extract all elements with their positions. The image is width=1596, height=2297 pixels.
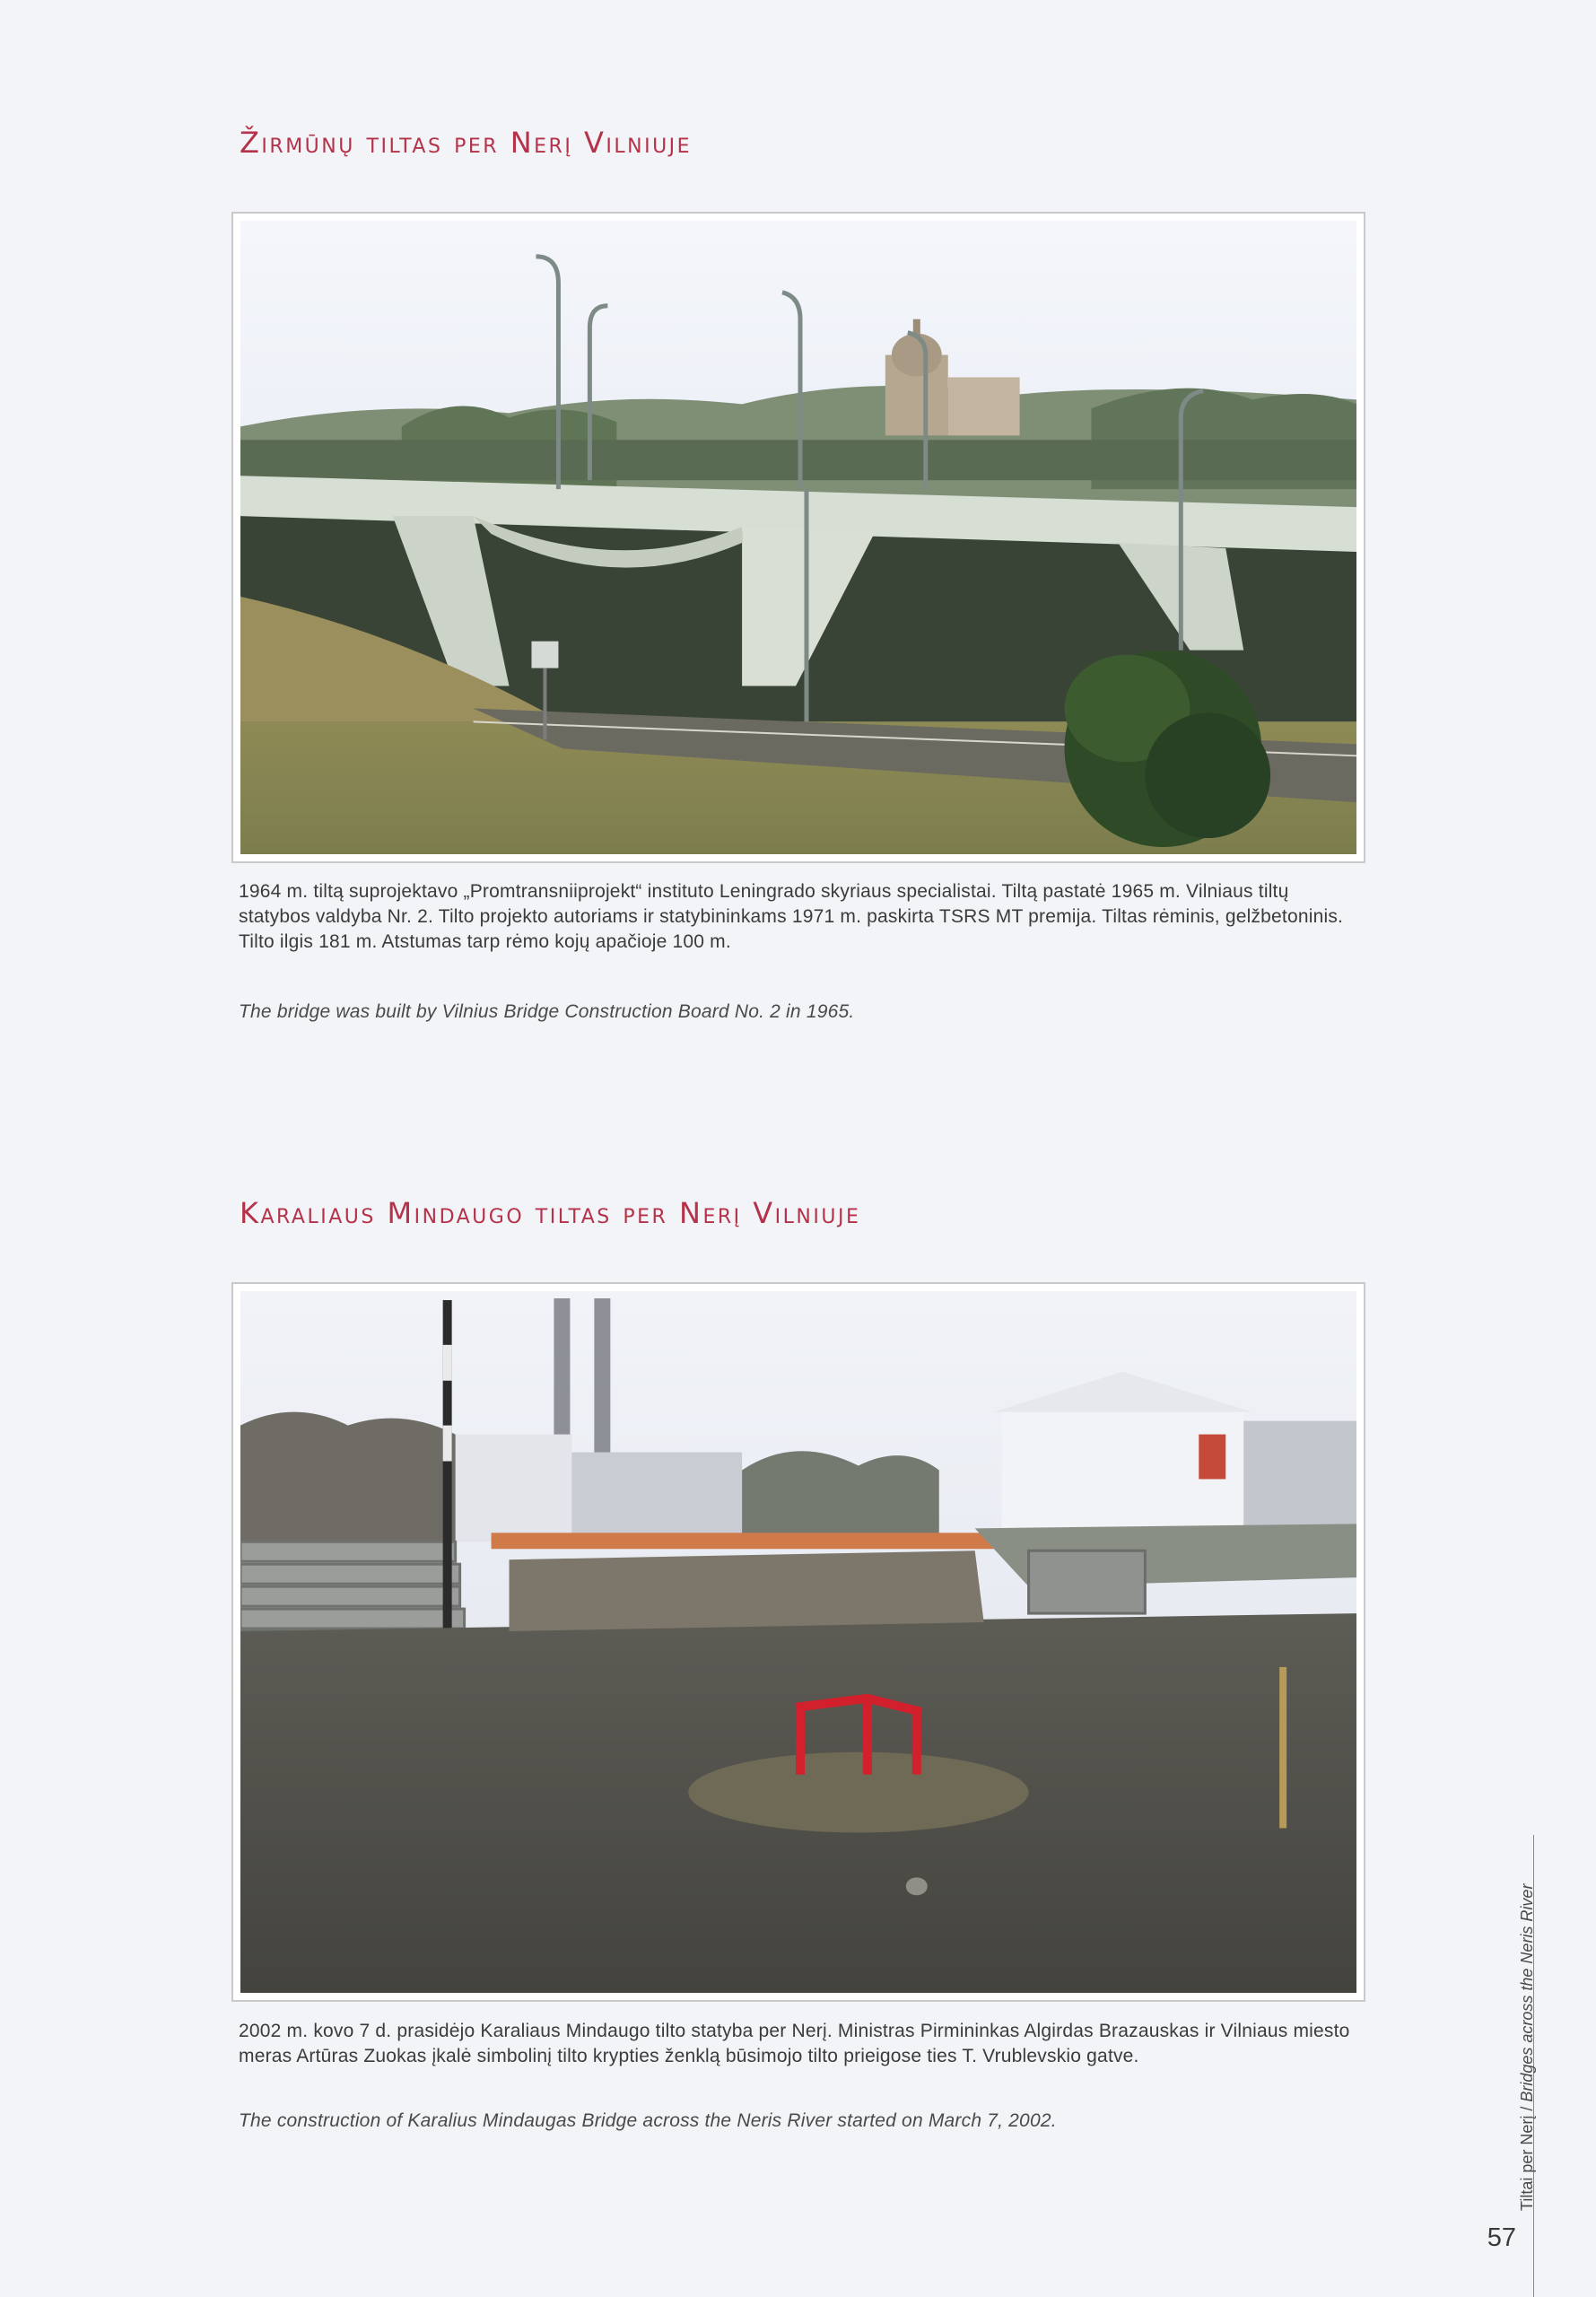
running-head [1516,1834,1538,2211]
caption-en-karaliaus-mindaugo: The construction of Karalius Mindaugas Bridge across the Neris River started on March 7, 2002. [239,2110,1057,2131]
caption-lt-karaliaus-mindaugo: 2002 m. kovo 7 d. prasidėjo Karaliaus Mindaugo tilto statyba per Nerį. Ministras Pirmininkas Algirdas Brazauskas ir Vilniaus miesto meras Artūras Zuokas įkalė simbolinį tilto krypties ženklą būsimojo tilto prieigose ties T. Vrublevskio gatve. [239,2021,1350,2066]
construction-photo-illustration [240,1291,1356,1993]
caption-lt-zirmunu: 1964 m. tiltą suprojektavo „Promtransniiprojekt“ instituto Leningrado skyriaus specialistai. Tiltą pastatė 1965 m. Vilniaus tiltų statybos valdyba Nr. 2. Tilto projekto autoriams ir statybininkams 1971 m. paskirta TSRS MT premija. Tiltas rėminis, gelžbetoninis. Tilto ilgis 181 m. Atstumas tarp rėmo kojų apačioje 100 m. [239,881,1344,952]
photo-construction-site [231,1282,1365,2002]
caption-en-zirmunu: The bridge was built by Vilnius Bridge Construction Board No. 2 in 1965. [239,1001,855,1022]
photo-zirmunu-bridge [231,212,1365,863]
page-number: 57 [1487,2223,1516,2252]
bridge-photo-illustration [240,221,1356,854]
section-title-karaliaus-mindaugo: Karaliaus Mindaugo tiltas per Nerį Vilniuje [240,1196,861,1230]
section-title-zirmunu: Žirmūnų tiltas per Nerį Vilniuje [240,126,693,160]
running-head-en: Bridges across the Neris River [1518,1883,1536,2102]
running-head-lt: Tiltai per Nerį / [1518,2101,1536,2211]
